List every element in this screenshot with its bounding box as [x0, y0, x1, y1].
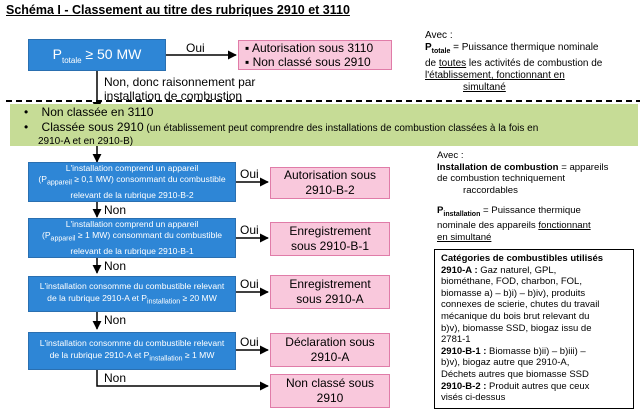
step-2-yes-label: Oui — [240, 223, 259, 237]
green-item-2-cont: 2910-A et en 2910-B) — [38, 136, 134, 147]
step-4-box — [28, 332, 236, 370]
legend-2910b1: 2910-B-1 : Biomasse b)ii) – b)iii) – b)v), biogaz autre que 2910-A, Déchets autres que biomasse SSD — [441, 345, 589, 380]
outcome-step-3-line1: Enregistrement — [289, 277, 371, 291]
note-install-line1: Installation de combustion = appareils — [437, 161, 609, 173]
top-no-label — [104, 75, 255, 103]
green-item-2: • Classée sous 2910 (un établissement peut comprendre des installations de combustion classées à la fois en — [24, 120, 539, 134]
step-2-line3: relevant de la rubrique 2910-B-1 — [70, 245, 194, 256]
note-ptotale-line4: simultané — [463, 82, 506, 93]
note-ptotale-line1: $P_{totale}$ = Puissance thermique nominale — [425, 42, 599, 55]
note-install-line6: en simultané — [437, 231, 492, 243]
outcome-step-1-line1: Autorisation sous — [283, 168, 377, 182]
step-4-line2: de la rubrique 2910-A et $P_{installation} \ge 1$ MW — [49, 349, 215, 363]
outcome-final-line1: Non classé sous — [285, 376, 375, 390]
outcome-final — [270, 374, 390, 408]
top-no-line1: Non, donc raisonnement par — [104, 75, 256, 89]
outcome-step-3 — [270, 275, 390, 309]
step-3-no-label: Non — [104, 313, 127, 327]
decision-ptotale — [28, 39, 166, 71]
legend-2910a: 2910-A : Gaz naturel, GPL, biométhane, FOD, charbon, FOL, biomasse a) – b)i) – b)iv), produits connexes de scierie, chutes du travail mécanique du bois brut relevant du b)v), biomasse SSD, biogaz issu de 2781-1 — [441, 264, 600, 346]
note-installation — [437, 150, 642, 243]
fuel-categories-legend — [434, 249, 634, 409]
step-2-line2: ($P_{appareil} \ge 1$ MW) consommant du combustible — [41, 230, 223, 244]
step-3-line1: L'installation consomme du combustible relevant — [39, 280, 225, 291]
step-3-box — [28, 276, 236, 312]
top-no-line2: installation de combustion — [104, 89, 243, 103]
outcome-step-3-line2: sous 2910-A — [296, 292, 364, 306]
step-2-no-label: Non — [104, 259, 127, 273]
green-item-1: • Non classée en 3110 — [24, 105, 154, 119]
outcome-top — [238, 40, 392, 70]
outcome-step-4 — [270, 333, 390, 367]
note-ptotale-line3: l'établissement, fonctionnant en — [425, 70, 565, 81]
step-1-box — [28, 162, 236, 202]
outcome-top-line2: ▪ Non classé sous 2910 — [245, 54, 371, 69]
ptotale-label: $P_{totale} \ge 50$ MW — [52, 45, 142, 65]
step-1-line2: ($P_{appareil} \ge 0,1$ MW) consommant du combustible — [38, 174, 226, 188]
step-2-box — [28, 218, 236, 258]
step-1-line3: relevant de la rubrique 2910-B-2 — [70, 189, 194, 200]
note-ptotale-line2: de toutes les activités de combustion de — [425, 58, 603, 69]
note-install-line2: de combustion techniquement — [437, 173, 565, 184]
legend-title: Catégories de combustibles utilisés — [441, 253, 604, 264]
note-ptotale — [425, 30, 640, 94]
step-4-line1: L'installation consomme du combustible relevant — [39, 337, 225, 348]
note-install-line5: nominale des appareils fonctionnant — [437, 220, 591, 232]
note-install-avec: Avec : — [437, 150, 464, 161]
outcome-step-1-line2: 2910-B-2 — [305, 183, 355, 197]
step-3-yes-label: Oui — [240, 277, 259, 291]
outcome-top-line1: ▪ Autorisation sous 3110 — [245, 41, 374, 55]
legend-2910b2: 2910-B-2 : Produit autres que ceux visés ci-dessus — [441, 380, 590, 404]
step-3-line2: de la rubrique 2910-A et $P_{installation} \ge 20$ MW — [47, 292, 217, 306]
step-4-yes-label: Oui — [240, 335, 259, 349]
outcome-step-4-line1: Déclaration sous — [285, 335, 375, 349]
outcome-step-2-line1: Enregistrement — [289, 224, 371, 238]
step-1-line1: L'installation comprend un appareil — [65, 162, 199, 173]
note-install-line3: raccordables — [463, 184, 518, 196]
outcome-step-2 — [270, 222, 390, 256]
step-1-yes-label: Oui — [240, 167, 259, 181]
step-2-line1: L'installation comprend un appareil — [65, 218, 199, 229]
step-4-no-label: Non — [104, 371, 127, 385]
page-title: Schéma I - Classement au titre des rubriques 2910 et 3110 — [6, 3, 350, 17]
outcome-step-1 — [270, 167, 390, 199]
green-box — [10, 104, 638, 146]
top-yes-label: Oui — [186, 41, 205, 55]
note-ptotale-avec: Avec : — [425, 30, 453, 41]
note-install-line4: $P_{installation}$ = Puissance thermique — [437, 205, 581, 218]
outcome-step-2-line2: sous 2910-B-1 — [290, 239, 370, 253]
outcome-step-4-line2: 2910-A — [310, 350, 350, 364]
step-1-no-label: Non — [104, 203, 127, 217]
outcome-final-line2: 2910 — [316, 391, 344, 405]
